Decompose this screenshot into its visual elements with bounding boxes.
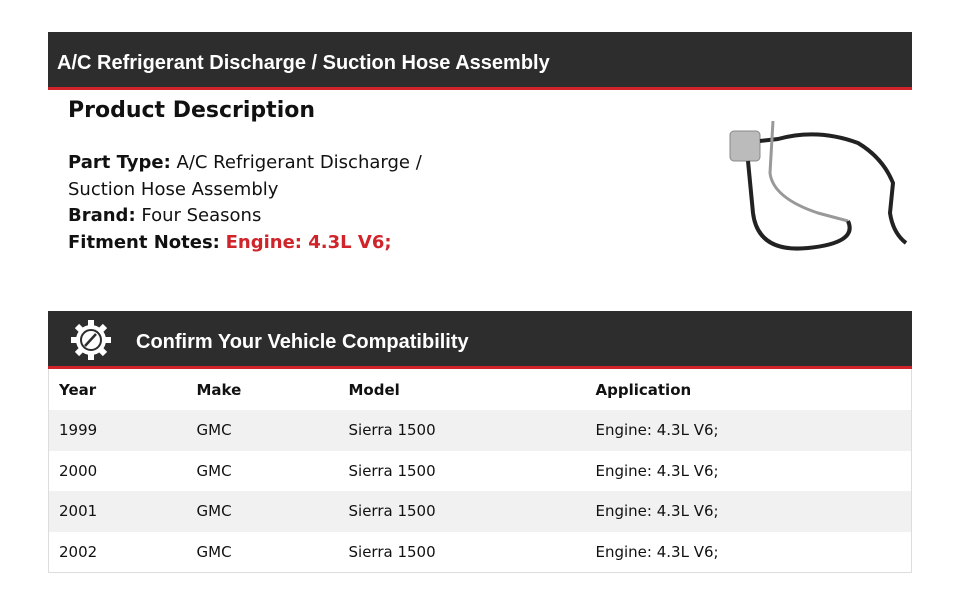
column-header-make: Make: [196, 380, 242, 399]
cell-year: 2000: [59, 461, 98, 480]
cell-year: 2002: [59, 542, 98, 561]
column-header-year: Year: [59, 380, 97, 399]
compatibility-header: [48, 311, 912, 369]
product-description: [68, 150, 438, 256]
compatibility-table: [48, 369, 912, 573]
cell-application: Engine: 4.3L V6;: [586, 491, 912, 532]
description-title: Product Description: [68, 98, 316, 123]
cell-make: GMC: [187, 410, 339, 451]
table-row: [49, 451, 912, 492]
product-title: A/C Refrigerant Discharge / Suction Hose Assembly: [57, 52, 550, 74]
column-header-application: Application: [595, 380, 692, 399]
brand-label: Brand:: [68, 205, 136, 226]
cell-make: GMC: [196, 542, 232, 561]
part-type-value: A/C Refrigerant Discharge / Suction Hose Assembly: [68, 152, 422, 200]
cell-model: Sierra 1500: [339, 410, 586, 451]
column-header-model: Model: [348, 380, 400, 399]
cell-application: Engine: 4.3L V6;: [595, 461, 719, 480]
compatibility-title: Confirm Your Vehicle Compatibility: [136, 331, 469, 353]
product-header: [48, 32, 912, 90]
part-type-label: Part Type:: [68, 152, 171, 173]
table-row: [49, 410, 912, 451]
cell-make: GMC: [187, 491, 339, 532]
cell-model: Sierra 1500: [348, 542, 436, 561]
cell-model: Sierra 1500: [348, 461, 436, 480]
cell-year: 2001: [49, 491, 187, 532]
brand-value: Four Seasons: [141, 205, 262, 226]
cell-application: Engine: 4.3L V6;: [595, 542, 719, 561]
gear-icon: [70, 319, 112, 361]
cell-make: GMC: [196, 461, 232, 480]
cell-year: 1999: [49, 410, 187, 451]
product-image: [718, 103, 908, 253]
cell-application: Engine: 4.3L V6;: [586, 410, 912, 451]
table-row: [49, 532, 912, 573]
cell-model: Sierra 1500: [339, 491, 586, 532]
table-row: [49, 491, 912, 532]
fitment-value: Engine: 4.3L V6;: [225, 231, 392, 253]
fitment-label: Fitment Notes:: [68, 231, 220, 253]
